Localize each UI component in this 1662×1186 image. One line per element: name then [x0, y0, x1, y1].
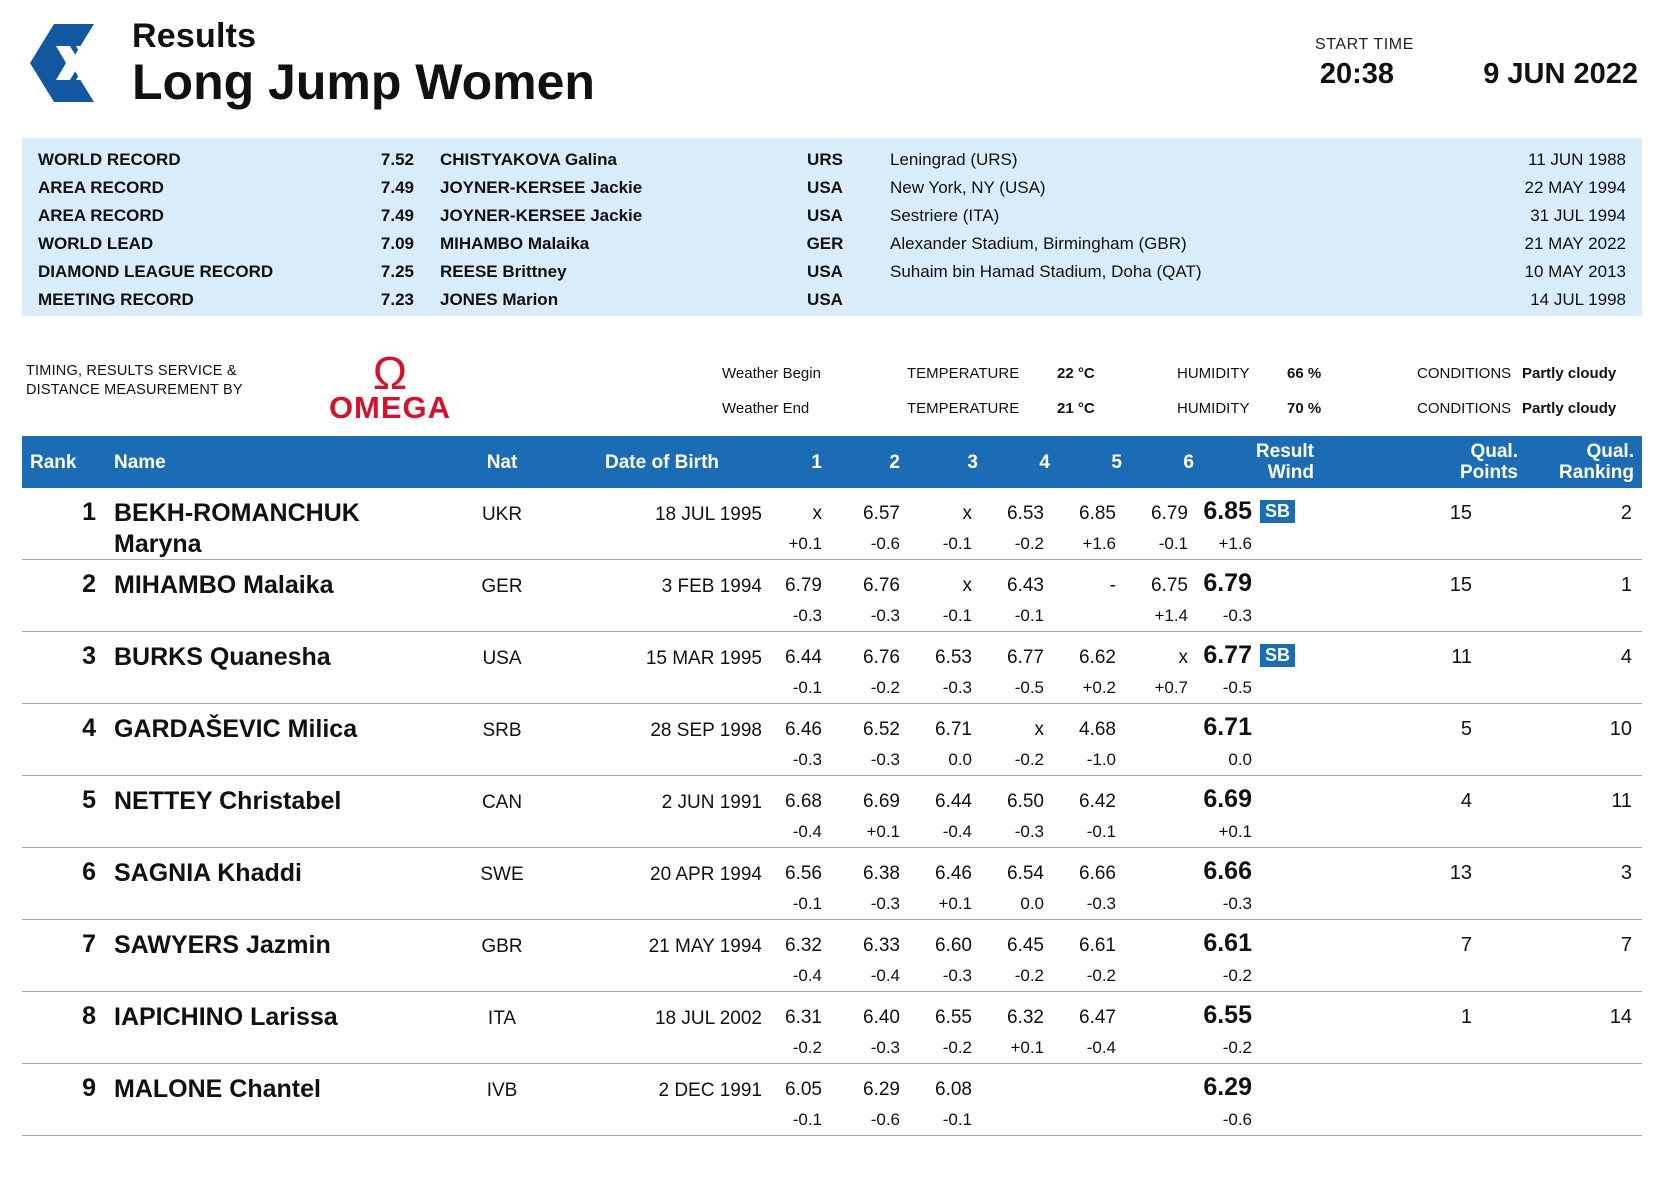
attempt-5-wind: -0.1	[1086, 822, 1116, 841]
row-qual-ranking: 14	[1609, 1006, 1632, 1028]
col-result	[1204, 441, 1314, 483]
humidity-label: HUMIDITY	[1177, 400, 1250, 417]
conditions-label: CONDITIONS	[1417, 365, 1512, 382]
humidity-value: 70 %	[1287, 400, 1322, 417]
row-qual-points: 11	[1451, 646, 1472, 668]
record-mark: 7.49	[380, 178, 414, 197]
row-qual-points: 13	[1449, 862, 1472, 884]
attempt-1-value: 6.56	[785, 863, 822, 884]
row-result-wind: +0.1	[1218, 822, 1252, 841]
row-athlete-name: SAWYERS Jazmin	[114, 931, 331, 959]
row-result: 6.69	[1203, 785, 1252, 813]
attempt-1-value: 6.79	[785, 575, 822, 596]
attempt-2-wind: +0.1	[866, 822, 900, 841]
temperature-label: TEMPERATURE	[907, 400, 1020, 417]
attempt-3-value: 6.53	[935, 647, 972, 668]
col-attempt-1: 1	[811, 452, 822, 473]
row-qual-points: 5	[1460, 718, 1472, 740]
attempt-5-value: 6.47	[1079, 1007, 1116, 1028]
humidity-value: 66 %	[1287, 365, 1322, 382]
row-nat: GBR	[481, 936, 523, 957]
attempt-1-value: 6.31	[785, 1007, 822, 1028]
row-dob: 21 MAY 1994	[648, 936, 762, 957]
attempt-5-wind: -0.4	[1086, 1038, 1116, 1057]
row-nat: USA	[482, 648, 522, 669]
attempt-4-value: x	[1034, 719, 1044, 740]
record-label: MEETING RECORD	[38, 290, 194, 309]
record-row	[38, 146, 1626, 174]
table-row[interactable]	[22, 920, 1642, 992]
record-date: 10 MAY 2013	[1524, 262, 1626, 281]
record-athlete: REESE Brittney	[440, 262, 567, 281]
attempt-2-wind: -0.3	[870, 894, 900, 913]
attempt-4-wind: -0.5	[1014, 678, 1044, 697]
attempt-2-wind: -0.2	[870, 678, 900, 697]
record-place: Suhaim bin Hamad Stadium, Doha (QAT)	[890, 262, 1202, 281]
row-result-wind: -0.3	[1222, 606, 1252, 625]
attempt-5-wind: +0.2	[1082, 678, 1116, 697]
record-label: WORLD LEAD	[38, 234, 154, 253]
status-badge: SB	[1260, 500, 1295, 523]
col-attempt-4: 4	[1039, 452, 1050, 473]
attempt-3-value: 6.71	[935, 719, 972, 740]
record-row	[38, 286, 1626, 314]
attempt-3-wind: -0.2	[942, 1038, 972, 1057]
weather-when: Weather Begin	[722, 365, 821, 382]
row-dob: 18 JUL 1995	[654, 504, 762, 525]
attempt-6-value: 6.79	[1151, 503, 1188, 524]
attempt-3-wind: -0.1	[942, 534, 972, 553]
attempt-3-value: 6.46	[935, 863, 972, 884]
weather-when: Weather End	[722, 400, 810, 417]
record-label: AREA RECORD	[38, 206, 164, 225]
row-nat: SRB	[482, 720, 522, 741]
page-title: Long Jump Women	[132, 54, 595, 110]
weather-row-end	[722, 391, 1642, 426]
row-nat: GER	[481, 576, 523, 597]
table-row[interactable]	[22, 848, 1642, 920]
record-mark: 7.23	[380, 290, 414, 309]
attempt-4-value: 6.53	[1007, 503, 1044, 524]
row-dob: 2 JUN 1991	[661, 792, 762, 813]
attempt-1-wind: -0.1	[792, 894, 822, 913]
col-dob: Date of Birth	[605, 452, 719, 473]
attempt-1-wind: -0.3	[792, 750, 822, 769]
attempt-1-value: 6.68	[785, 791, 822, 812]
record-athlete: MIHAMBO Malaika	[440, 234, 590, 253]
record-athlete: JOYNER-KERSEE Jackie	[440, 206, 643, 225]
record-athlete: CHISTYAKOVA Galina	[440, 150, 617, 169]
row-athlete-name: MALONE Chantel	[114, 1075, 321, 1103]
omega-symbol-icon: Ω	[372, 347, 408, 399]
row-nat: IVB	[486, 1080, 518, 1101]
row-rank: 6	[82, 858, 96, 886]
col-attempt-3: 3	[967, 452, 978, 473]
record-nat: USA	[807, 262, 843, 281]
attempt-3-value: 6.60	[935, 935, 972, 956]
attempt-2-wind: -0.3	[870, 606, 900, 625]
table-row[interactable]	[22, 992, 1642, 1064]
attempt-5-value: 6.62	[1079, 647, 1116, 668]
record-nat: USA	[807, 178, 843, 197]
attempt-3-wind: -0.4	[942, 822, 972, 841]
attempt-4-wind: -0.2	[1014, 750, 1044, 769]
row-qual-ranking: 10	[1609, 718, 1632, 740]
record-date: 21 MAY 2022	[1524, 234, 1626, 253]
timing-credit	[26, 362, 296, 400]
row-athlete-name: SAGNIA Khaddi	[114, 859, 302, 887]
col-name: Name	[114, 452, 166, 473]
attempt-2-wind: -0.4	[870, 966, 900, 985]
attempt-3-value: 6.55	[935, 1007, 972, 1028]
attempt-2-value: 6.40	[863, 1007, 900, 1028]
col-attempt-6: 6	[1183, 452, 1194, 473]
row-qual-ranking: 4	[1620, 646, 1632, 668]
row-nat: CAN	[481, 792, 523, 813]
attempt-2-wind: -0.3	[870, 1038, 900, 1057]
attempt-3-wind: -0.1	[942, 606, 972, 625]
attempt-6-wind: +0.7	[1154, 678, 1188, 697]
attempt-2-value: 6.76	[863, 647, 900, 668]
row-result: 6.55	[1203, 1001, 1252, 1029]
record-mark: 7.49	[380, 206, 414, 225]
row-result-wind: -0.3	[1222, 894, 1252, 913]
row-result-wind: -0.5	[1222, 678, 1252, 697]
col-result-line2: Wind	[1267, 462, 1314, 483]
attempt-5-value: 6.85	[1079, 503, 1116, 524]
record-nat: GER	[806, 234, 844, 253]
attempt-3-wind: +0.1	[938, 894, 972, 913]
row-result: 6.66	[1203, 857, 1252, 885]
conditions-value: Partly cloudy	[1522, 400, 1617, 417]
results-label: Results	[132, 17, 257, 55]
row-dob: 2 DEC 1991	[658, 1080, 762, 1101]
attempt-2-value: 6.29	[863, 1079, 900, 1100]
row-result: 6.29	[1203, 1073, 1252, 1101]
row-result: 6.71	[1203, 713, 1252, 741]
record-label: DIAMOND LEAGUE RECORD	[38, 262, 274, 281]
row-dob: 28 SEP 1998	[650, 720, 762, 741]
weather-block	[722, 356, 1642, 426]
record-place: Leningrad (URS)	[890, 150, 1018, 169]
attempt-4-wind: -0.2	[1014, 966, 1044, 985]
table-row[interactable]	[22, 632, 1642, 704]
row-result-wind: -0.2	[1222, 966, 1252, 985]
record-mark: 7.09	[380, 234, 414, 253]
page-header	[0, 0, 1662, 128]
record-mark: 7.52	[380, 150, 414, 169]
attempt-1-wind: -0.1	[792, 678, 822, 697]
record-date: 14 JUL 1998	[1530, 290, 1626, 309]
row-qual-points: 4	[1460, 790, 1472, 812]
row-rank: 5	[82, 786, 96, 814]
omega-logo	[310, 347, 470, 425]
row-dob: 3 FEB 1994	[661, 576, 762, 597]
table-row[interactable]	[22, 560, 1642, 632]
attempt-3-wind: -0.1	[942, 1110, 972, 1129]
attempt-3-wind: 0.0	[948, 750, 972, 769]
col-qual-points-line1: Qual.	[1470, 441, 1518, 462]
record-nat: URS	[807, 150, 843, 169]
row-result: 6.79	[1203, 569, 1252, 597]
table-row[interactable]	[22, 776, 1642, 848]
attempt-5-wind: -0.3	[1086, 894, 1116, 913]
row-nat: UKR	[481, 504, 523, 525]
attempt-3-value: x	[962, 503, 972, 524]
row-result: 6.85	[1203, 497, 1252, 525]
attempt-5-value: 4.68	[1079, 719, 1116, 740]
attempt-4-wind: +0.1	[1010, 1038, 1044, 1057]
attempt-5-value: 6.42	[1079, 791, 1116, 812]
row-rank: 1	[82, 498, 96, 526]
record-nat: USA	[807, 206, 843, 225]
attempt-4-wind: -0.3	[1014, 822, 1044, 841]
omega-wordmark: OMEGA	[328, 390, 452, 425]
row-dob: 18 JUL 2002	[654, 1008, 762, 1029]
humidity-label: HUMIDITY	[1177, 365, 1250, 382]
weather-row-begin	[722, 356, 1642, 391]
attempt-4-value: 6.50	[1007, 791, 1044, 812]
temperature-label: TEMPERATURE	[907, 365, 1020, 382]
table-row[interactable]	[22, 1064, 1642, 1136]
attempt-1-value: 6.05	[785, 1079, 822, 1100]
record-nat: USA	[807, 290, 843, 309]
attempt-4-wind: 0.0	[1020, 894, 1044, 913]
attempt-2-wind: -0.3	[870, 750, 900, 769]
row-dob: 20 APR 1994	[650, 864, 762, 885]
attempt-4-value: 6.43	[1007, 575, 1044, 596]
attempt-2-wind: -0.6	[870, 534, 900, 553]
attempt-5-wind: -1.0	[1086, 750, 1116, 769]
table-row[interactable]	[22, 488, 1642, 560]
attempt-6-value: x	[1178, 647, 1188, 668]
attempt-4-wind: -0.1	[1014, 606, 1044, 625]
record-mark: 7.25	[380, 262, 414, 281]
attempt-5-value: -	[1109, 575, 1116, 596]
status-badge: SB	[1260, 644, 1295, 667]
row-athlete-name: MIHAMBO Malaika	[114, 571, 334, 599]
attempt-5-wind: -0.2	[1086, 966, 1116, 985]
col-qual-points-line2: Points	[1459, 462, 1518, 483]
row-athlete-name: IAPICHINO Larissa	[114, 1003, 338, 1031]
attempt-2-value: 6.33	[863, 935, 900, 956]
attempt-3-value: 6.44	[935, 791, 972, 812]
timing-credit-line1: TIMING, RESULTS SERVICE &	[26, 363, 237, 379]
attempt-2-value: 6.57	[863, 503, 900, 524]
row-athlete-name: BEKH-ROMANCHUK Maryna	[114, 499, 360, 558]
col-attempt-5: 5	[1111, 452, 1122, 473]
attempt-5-value: 6.66	[1079, 863, 1116, 884]
row-rank: 4	[82, 714, 96, 742]
row-nat: SWE	[480, 864, 524, 885]
row-qual-ranking: 3	[1620, 862, 1632, 884]
record-row	[38, 174, 1626, 202]
attempt-4-value: 6.77	[1007, 647, 1044, 668]
attempt-1-wind: -0.4	[792, 822, 822, 841]
attempt-1-wind: -0.4	[792, 966, 822, 985]
attempt-6-wind: +1.4	[1154, 606, 1188, 625]
row-qual-ranking: 7	[1620, 934, 1632, 956]
attempt-3-value: x	[962, 575, 972, 596]
row-athlete-name: BURKS Quanesha	[114, 643, 331, 671]
col-qual-ranking	[1522, 441, 1634, 483]
record-athlete: JOYNER-KERSEE Jackie	[440, 178, 643, 197]
record-row	[38, 230, 1626, 258]
start-time-value: 20:38	[1319, 58, 1394, 90]
records-band	[22, 138, 1642, 316]
record-row	[38, 258, 1626, 286]
row-result-wind: 0.0	[1228, 750, 1252, 769]
row-qual-points: 15	[1449, 574, 1472, 596]
row-result: 6.61	[1203, 929, 1252, 957]
attempt-2-wind: -0.6	[870, 1110, 900, 1129]
row-qual-ranking: 11	[1611, 790, 1632, 812]
attempt-6-value: 6.75	[1151, 575, 1188, 596]
record-athlete: JONES Marion	[440, 290, 559, 309]
attempt-1-wind: -0.3	[792, 606, 822, 625]
attempt-6-wind: -0.1	[1158, 534, 1188, 553]
attempt-2-value: 6.69	[863, 791, 900, 812]
record-row	[38, 202, 1626, 230]
conditions-label: CONDITIONS	[1417, 400, 1512, 417]
attempt-2-value: 6.52	[863, 719, 900, 740]
attempt-1-value: 6.32	[785, 935, 822, 956]
col-nat: Nat	[486, 452, 518, 473]
record-place: Alexander Stadium, Birmingham (GBR)	[890, 234, 1187, 253]
attempt-1-wind: +0.1	[788, 534, 822, 553]
record-date: 31 JUL 1994	[1530, 206, 1626, 225]
event-date: 9 JUN 2022	[1483, 58, 1638, 90]
row-athlete-name: NETTEY Christabel	[114, 787, 342, 815]
start-time-label: START TIME	[1314, 36, 1414, 53]
attempt-3-value: 6.08	[935, 1079, 972, 1100]
table-header	[22, 436, 1642, 488]
record-place: Sestriere (ITA)	[890, 206, 1000, 225]
attempt-5-value: 6.61	[1079, 935, 1116, 956]
row-qual-points: 1	[1460, 1006, 1472, 1028]
attempt-5-wind: +1.6	[1082, 534, 1116, 553]
temperature-value: 21 °C	[1057, 400, 1095, 417]
row-result-wind: -0.6	[1222, 1110, 1252, 1129]
row-qual-ranking: 2	[1620, 502, 1632, 524]
row-rank: 8	[82, 1002, 96, 1030]
record-date: 22 MAY 1994	[1524, 178, 1626, 197]
row-result-wind: +1.6	[1218, 534, 1252, 553]
row-dob: 15 MAR 1995	[645, 648, 762, 669]
col-qual-ranking-line1: Qual.	[1586, 441, 1634, 462]
temperature-value: 22 °C	[1057, 365, 1095, 382]
attempt-2-value: 6.76	[863, 575, 900, 596]
col-attempt-2: 2	[889, 452, 900, 473]
attempt-4-value: 6.32	[1007, 1007, 1044, 1028]
attempt-1-wind: -0.2	[792, 1038, 822, 1057]
diamond-league-logo-icon	[26, 16, 120, 110]
row-rank: 7	[82, 930, 96, 958]
title-block	[132, 16, 595, 110]
row-result: 6.77	[1203, 641, 1252, 669]
row-rank: 3	[82, 642, 96, 670]
attempt-3-wind: -0.3	[942, 678, 972, 697]
table-row[interactable]	[22, 704, 1642, 776]
attempt-1-wind: -0.1	[792, 1110, 822, 1129]
col-result-line1: Result	[1255, 441, 1314, 462]
timing-weather-strip	[22, 347, 1642, 426]
row-rank: 9	[82, 1074, 96, 1102]
row-rank: 2	[82, 570, 96, 598]
record-label: AREA RECORD	[38, 178, 164, 197]
record-place: New York, NY (USA)	[890, 178, 1046, 197]
attempt-1-value: 6.46	[785, 719, 822, 740]
attempt-1-value: x	[812, 503, 822, 524]
record-label: WORLD RECORD	[38, 150, 181, 169]
attempt-3-wind: -0.3	[942, 966, 972, 985]
row-qual-points: 15	[1449, 502, 1472, 524]
col-qual-points	[1422, 441, 1518, 483]
timing-credit-line2: DISTANCE MEASUREMENT BY	[26, 382, 243, 398]
attempt-2-value: 6.38	[863, 863, 900, 884]
col-qual-ranking-line2: Ranking	[1559, 462, 1634, 483]
attempt-1-value: 6.44	[785, 647, 822, 668]
record-date: 11 JUN 1988	[1528, 150, 1626, 169]
results-table	[22, 436, 1642, 1136]
attempt-4-value: 6.54	[1007, 863, 1044, 884]
row-qual-ranking: 1	[1620, 574, 1632, 596]
col-rank: Rank	[30, 452, 77, 473]
attempt-4-value: 6.45	[1007, 935, 1044, 956]
row-qual-points: 7	[1460, 934, 1472, 956]
conditions-value: Partly cloudy	[1522, 365, 1617, 382]
row-result-wind: -0.2	[1222, 1038, 1252, 1057]
row-nat: ITA	[487, 1008, 517, 1029]
row-athlete-name: GARDAŠEVIC Milica	[114, 715, 358, 743]
attempt-4-wind: -0.2	[1014, 534, 1044, 553]
